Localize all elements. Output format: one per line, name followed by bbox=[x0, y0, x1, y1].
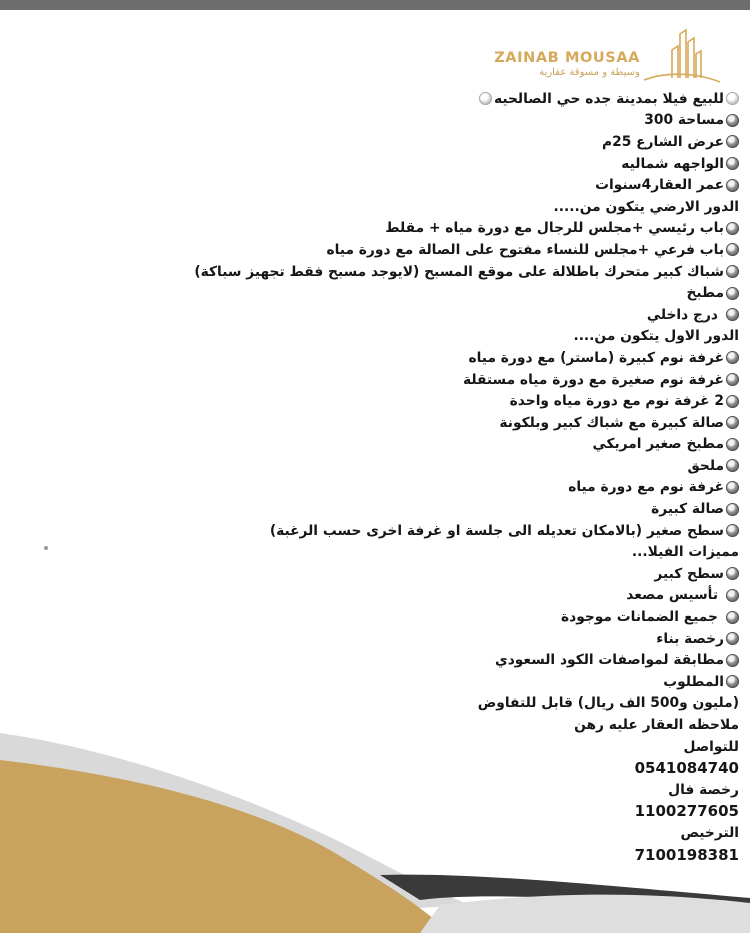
line-text: للتواصل bbox=[683, 738, 739, 755]
line-text: 1100277605 bbox=[634, 802, 739, 821]
line-text: ملحق bbox=[687, 457, 724, 474]
listing-line bbox=[139, 174, 739, 196]
bullet-icon bbox=[726, 438, 739, 451]
listing-line bbox=[139, 736, 739, 758]
bullet-icon bbox=[726, 611, 739, 624]
bullet-icon bbox=[726, 524, 739, 537]
bullet-icon bbox=[726, 395, 739, 408]
line-text: رخصة بناء bbox=[656, 630, 724, 647]
line-text: المطلوب bbox=[663, 673, 724, 690]
bullet-icon bbox=[726, 373, 739, 386]
stray-dot bbox=[44, 546, 48, 550]
watermark-text: عقار bbox=[401, 786, 493, 842]
line-text: رخصة فال bbox=[668, 781, 739, 798]
bullet-icon bbox=[726, 179, 739, 192]
listing-line bbox=[139, 714, 739, 736]
listing-line bbox=[139, 282, 739, 304]
listing-line bbox=[139, 218, 739, 240]
line-text: صالة كبيرة bbox=[651, 501, 724, 518]
listing-line bbox=[139, 693, 739, 715]
bullet-icon bbox=[726, 632, 739, 645]
bullet-icon bbox=[726, 157, 739, 170]
listing-line bbox=[139, 347, 739, 369]
listing-line bbox=[139, 304, 739, 326]
line-text: عمر العقار4سنوات bbox=[595, 177, 724, 194]
line-text: مميزات الفيلا... bbox=[631, 544, 739, 561]
line-text: ملاحظه العقار عليه رهن bbox=[574, 717, 739, 734]
line-text: مطابقة لمواصفات الكود السعودي bbox=[495, 652, 724, 669]
listing-line bbox=[139, 649, 739, 671]
bullet-icon bbox=[726, 222, 739, 235]
bullet-icon bbox=[726, 503, 739, 516]
listing-line bbox=[139, 390, 739, 412]
listing-line bbox=[139, 822, 739, 844]
listing-line bbox=[139, 455, 739, 477]
line-text: سطح صغير (بالامكان تعديله الى جلسة او غرفة اخرى حسب الرغبة) bbox=[269, 522, 724, 539]
listing-line bbox=[139, 239, 739, 261]
listing-line bbox=[139, 110, 739, 132]
listing-line bbox=[139, 131, 739, 153]
listing-line bbox=[139, 779, 739, 801]
line-text: صالة كبيرة مع شباك كبير وبلكونة bbox=[499, 414, 724, 431]
listing-text bbox=[139, 88, 739, 865]
line-text: 7100198381 bbox=[634, 845, 739, 864]
listing-line bbox=[139, 520, 739, 542]
line-text: الواجهه شماليه bbox=[621, 155, 724, 172]
listing-line bbox=[139, 844, 739, 866]
bullet-icon bbox=[726, 567, 739, 580]
listing-line bbox=[139, 88, 739, 110]
watermark-sub: Aqar.fm bbox=[425, 840, 469, 853]
line-text: للبيع فيلا بمدينة جده حي الصالحيه bbox=[493, 90, 724, 107]
line-text: مطبخ bbox=[686, 285, 724, 302]
line-text: 2 غرفة نوم مع دورة مياه واحدة bbox=[509, 393, 724, 410]
line-text: (مليون و500 الف ريال) قابل للتفاوض bbox=[477, 695, 739, 712]
bullet-icon bbox=[726, 459, 739, 472]
line-text: درج داخلي bbox=[646, 306, 718, 323]
bullet-icon bbox=[726, 92, 739, 105]
listing-line bbox=[139, 585, 739, 607]
listing-line bbox=[139, 369, 739, 391]
line-text: الدور الارضي يتكون من..... bbox=[553, 198, 739, 215]
line-text: باب رئيسي +مجلس للرجال مع دورة مياه + مقلط bbox=[385, 220, 724, 237]
line-text: تأسيس مصعد bbox=[626, 587, 718, 604]
listing-line bbox=[139, 261, 739, 283]
line-text: باب فرعي +مجلس للنساء مفتوح على الصالة مع دورة مياه bbox=[326, 241, 724, 258]
bullet-icon bbox=[726, 265, 739, 278]
brand-name: ZAINAB MOUSAA bbox=[494, 50, 640, 66]
listing-line bbox=[139, 801, 739, 823]
listing-line bbox=[139, 757, 739, 779]
line-text: الترخيص bbox=[680, 824, 739, 841]
bullet-icon bbox=[726, 654, 739, 667]
bullet-icon bbox=[726, 589, 739, 602]
listing-line bbox=[139, 628, 739, 650]
bullet-icon bbox=[479, 92, 492, 105]
listing-line bbox=[139, 326, 739, 348]
listing-line bbox=[139, 196, 739, 218]
line-text: سطح كبير bbox=[654, 565, 724, 582]
line-text: الدور الاول يتكون من.... bbox=[573, 328, 739, 345]
line-text: عرض الشارع 25م bbox=[602, 133, 724, 150]
bullet-icon bbox=[726, 114, 739, 127]
listing-line bbox=[139, 563, 739, 585]
bullet-icon bbox=[726, 481, 739, 494]
brand-logo bbox=[492, 28, 722, 90]
line-text: شباك كبير متحرك باطلالة على موقع المسبح (لايوجد مسبح فقط تجهيز سباكة) bbox=[194, 263, 724, 280]
bullet-icon bbox=[726, 675, 739, 688]
listing-line bbox=[139, 153, 739, 175]
line-text: غرفة نوم كبيرة (ماستر) مع دورة مياه bbox=[468, 349, 724, 366]
listing-line bbox=[139, 412, 739, 434]
listing-line bbox=[139, 541, 739, 563]
bullet-icon bbox=[726, 308, 739, 321]
listing-line bbox=[139, 434, 739, 456]
brand-tagline: وسيطة و مسوقة عقارية bbox=[539, 67, 640, 78]
line-text: مطبخ صغير امريكي bbox=[592, 436, 724, 453]
buildings-logo-icon bbox=[640, 28, 722, 88]
bullet-icon bbox=[726, 243, 739, 256]
light-gray-wave bbox=[420, 895, 750, 933]
bullet-icon bbox=[726, 351, 739, 364]
listing-line bbox=[139, 498, 739, 520]
listing-line bbox=[139, 671, 739, 693]
listing-line bbox=[139, 477, 739, 499]
line-text: مساحة 300 bbox=[644, 112, 724, 129]
bullet-icon bbox=[726, 135, 739, 148]
line-text: جميع الضمانات موجودة bbox=[560, 609, 718, 626]
listing-line bbox=[139, 606, 739, 628]
line-text: غرفة نوم صغيرة مع دورة مياه مستقلة bbox=[462, 371, 724, 388]
bullet-icon bbox=[726, 416, 739, 429]
line-text: غرفة نوم مع دورة مياه bbox=[568, 479, 724, 496]
line-text: 0541084740 bbox=[634, 759, 739, 778]
bullet-icon bbox=[726, 287, 739, 300]
